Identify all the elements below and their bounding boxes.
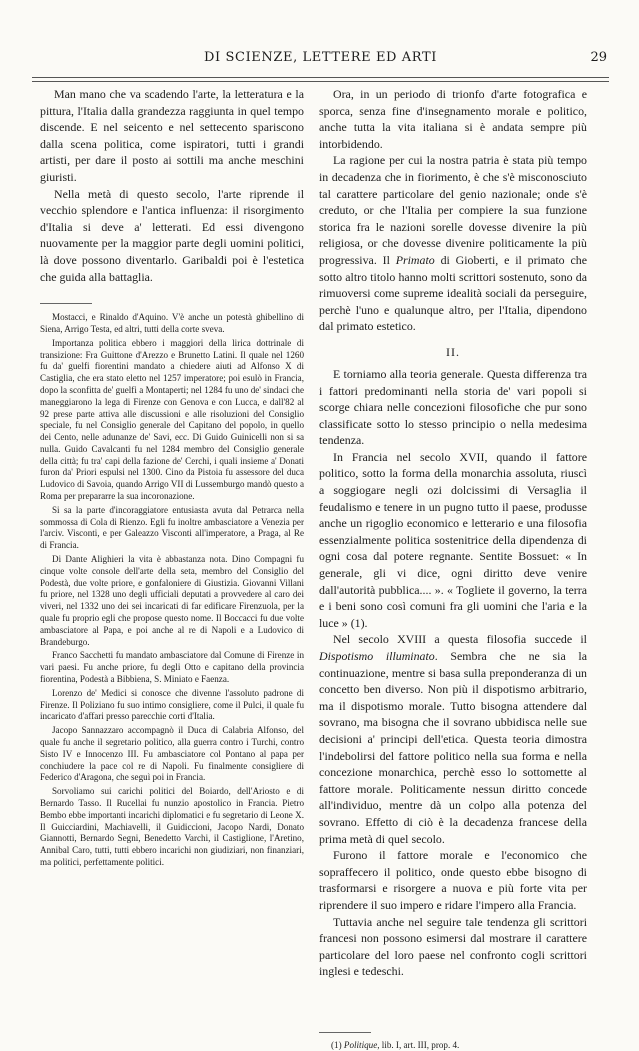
left-main-text [40,86,304,285]
paragraph: Ora, in un periodo di trionfo d'arte fotografica e sporca, senza fine d'insegnamento morale e politico, anche tutta la vita italiana si è andata sempre più intorbidendo. [319,87,587,151]
text-run: Nel secolo XVIII a questa filosofia succede il [333,632,587,647]
running-title: DI SCIENZE, LETTERE ED ARTI [204,50,437,65]
header-rule [32,77,609,82]
note-paragraph: Sorvoliamo sui carichi politici del Boiardo, dell'Ariosto e di Bernardo Tasso. Il Rucellai fu nunzio apostolico in Francia. Pietro Bembo ebbe importanti incarichi diplomatici e fu segretario di Leone X. Il Guicciardini, Machiavelli, il Guidiccioni, Jacopo Nardi, Donato Giannotti, Bernardo Segni, Benedetto Varchi, il Castiglione, l'Aretino, Annibal Caro, tutti, tutti ebbero incarichi non giudiziari, non finanziari, ma politici, perfettamente politici. [40,786,304,867]
text-run: La ragione per cui la nostra patria è stata più tempo in decadenza che in fiorimento, è che s'è misconosciuto tal carattere particolare del genio nazionale; onde s'è creduto, or che l'Italia per compiere la sua funzione storica fra le nazioni sorelle dovesse divenire la più religiosa, or che dovesse divenire politicamente la più progressiva. Il [319,153,587,267]
paragraph: Nella metà di questo secolo, l'arte riprende il vecchio splendore e l'antica influenza: il risorgimento d'Italia si deve a' letterati. Ed essi divengono nuovamente per la maggior parte degli uomini politici, là dove possono diventarlo. Garibaldi poi è l'estetica che guida alla battaglia. [40,186,304,284]
footnote-mark: (1) [331,1039,342,1050]
text-run: di Gioberti, e il primato che sotto altro titolo hanno molti scrittori sostenuto, sono da rimuoversi come supreme idealità sociali da perseguire, perchè l'uno e qualunque altro, per l'Italia, dipendono dal primato estetico. [319,252,587,334]
paragraph [319,152,587,335]
text-run: . Sembra che ne sia la continuazione, mentre si basa sulla preponderanza di un concetto ben diverso. Non più il dispotismo arbitrario, ma il dispotismo morale. Tutto bisogna attendere dal sovrano, ma bisogna che il sovrano ubbidisca nelle sue decisioni a' principi dell'etica. Questa teoria dimostra l'indebolirsi del fattore politico nella sua forma e nella concezione monarchica, perchè esso lo sottomette al fattore morale. Politicamente nessun diritto concede all'individuo, mentre dà un colpo alla potenza del sovrano. Effetto di ciò è la decadenza francese della prima metà di quel secolo. [319,649,587,846]
footnote-title: Politique [343,1039,378,1050]
italic-title: Primato [395,252,435,267]
note-paragraph: Jacopo Sannazzaro accompagnò il Duca di Calabria Alfonso, del quale fu anche il segretario politico, alla guerra contro i Turchi, contro Sisto IV e Innocenzo III. Fu ambasciatore col Pontano al papa per conchiudere la pace col re di Napoli. Fu finalmente consigliere di Federico d'Aragona, che seguì poi in Francia. [40,725,304,783]
footnote-separator [319,1032,371,1033]
note-paragraph: Lorenzo de' Medici si conosce che divenne l'assoluto padrone di Firenze. Il Poliziano fu suo intimo consigliere, come il Pulci, il quale fu incaricato d'affari presso parecchie corti d'Italia. [40,687,304,722]
paragraph: Tuttavia anche nel seguire tale tendenza gli scrittori francesi non possono esimersi dal mostrare il carattere particolare del loro paese nel confronto cogli scrittori inglesi e tedeschi. [319,914,587,979]
page-number: 29 [590,50,607,65]
running-header [32,50,609,70]
left-column [40,86,304,871]
note-paragraph: Di Dante Alighieri la vita è abbastanza nota. Dino Compagni fu cinque volte console dell'arte della seta, membro del Consiglio del Podestà, due volte priore, e gonfaloniere di Giustizia. Giovanni Villani fu priore, nel 1328 uno degli ufficiali deputati a provvedere al caro dei viveri, nel 1332 uno dei sei incaricati di far edificare Firenzuola, per la quale fu proprio egli che propose questo nome. Il Boccacci fu due volte ambasciatore al Papa, e poi anche al re di Napoli e a Ludovico di Brandeburgo. [40,554,304,647]
note-paragraph: Si sa la parte d'incoraggiatore entusiasta avuta dal Petrarca nella sommossa di Cola di Rienzo. Egli fu inoltre ambasciatore a Venezia per l'arciv. Visconti, e per Galeazzo Visconti all'imperatore, a Praga, al Re di Francia. [40,504,304,551]
footnote-text: , lib. I, art. III, prop. 4. [377,1039,460,1050]
section-heading: II. [446,344,460,359]
footnote [319,1039,587,1051]
paragraph [319,631,587,847]
right-column [319,86,587,1051]
italic-term: Dispotismo illuminato [319,649,435,663]
paragraph: Furono il fattore morale e l'economico che sopraffecero il politico, onde questo ebbe bisogno di trasformarsi e risorgere a nuova e più forte vita per riprendere il suo impero e ridare l'impero alla Francia. [319,848,587,912]
notes-separator [40,303,92,304]
paragraph: In Francia nel secolo XVII, quando il fattore politico, sotto la forma della monarchia assoluta, riuscì a soggiogare negli ozi dolcissimi di Versaglia il feudalismo e tenere in un pugno tutto il paese, produsse anche un rigoglio economico e letterario e una filosofia essenzialmente politica sostenitrice della dipendenza di ogni cosa dal potere regnante. Sentite Bossuet: « In generale, gli vi dice, ogni diritto deve venire dall'autorità pubblica.... ». « Togliete il governo, la terra e i beni sono così comuni fra gli uomini che l'aria e la luce » (1). [319,449,587,630]
right-main-text [319,86,587,980]
note-paragraph: Franco Sacchetti fu mandato ambasciatore dal Comune di Firenze in vari paesi. Fu anche priore, fu degli Otto e capitano della provincia fiorentina, Podestà a Bibbiena, S. Miniato e Faenza. [40,650,304,685]
note-paragraph: Mostacci, e Rinaldo d'Aquino. V'è anche un potestà ghibellino di Siena, Arrigo Testa, ed altri, tutti della corte sveva. [40,312,304,334]
footnotes-continued [40,312,304,869]
paragraph: E torniamo alla teoria generale. Questa differenza tra i fattori predominanti nella storia de' vari popoli si scorge chiara nelle concezioni filosofiche che pur sono classificate sotto lo stesso principio o nella medesima tendenza. [319,366,587,448]
note-paragraph: Importanza politica ebbero i maggiori della lirica dottrinale di transizione: Fra Guittone d'Arezzo e Brunetto Latini. Il quale nel 1260 fu da' guelfi fiorentini mandato a chiedere aiuti ad Alfonso X di Castiglia, che era stato eletto nel 1257 imperatore; poi esulò in Francia, dopo la sconfitta de' guelfi a Montaperti; nel 1284 fu uno de' sindaci che maneggiarono la lega di Firenze con Genova e con Lucca, e dall'82 al 92 prese parte attiva alle discussioni e alle risoluzioni del Consiglio speciale, fu nel Consiglio generale del Capitano del popolo, in quello dei Cento, nelle adunanze de' Savi, ecc. Di Guido Guinicelli non si sa nulla. Guido Cavalcanti fu nel 1284 membro del Consiglio generale della città; fu tra' capi della fazione de' Cerchi, i quali insieme a' Donati furon da' Priori espulsi nel 1300. Cino da Pistoia fu assessore del duca Ludovico di Savoia, quando Arrigo VII di Lussemburgo mandò questo a Roma per prepararre la sua incoronazione. [40,337,304,502]
paragraph: Man mano che va scadendo l'arte, la letteratura e la pittura, l'Italia dalla grandezza raggiunta in quel tempo discende. E nel seicento e nel settecento spariscono dalla scena politica, come ispiratori, tutti i grandi artisti, per dare il posto ai sottili ma anche meschini giuristi. [40,87,304,184]
